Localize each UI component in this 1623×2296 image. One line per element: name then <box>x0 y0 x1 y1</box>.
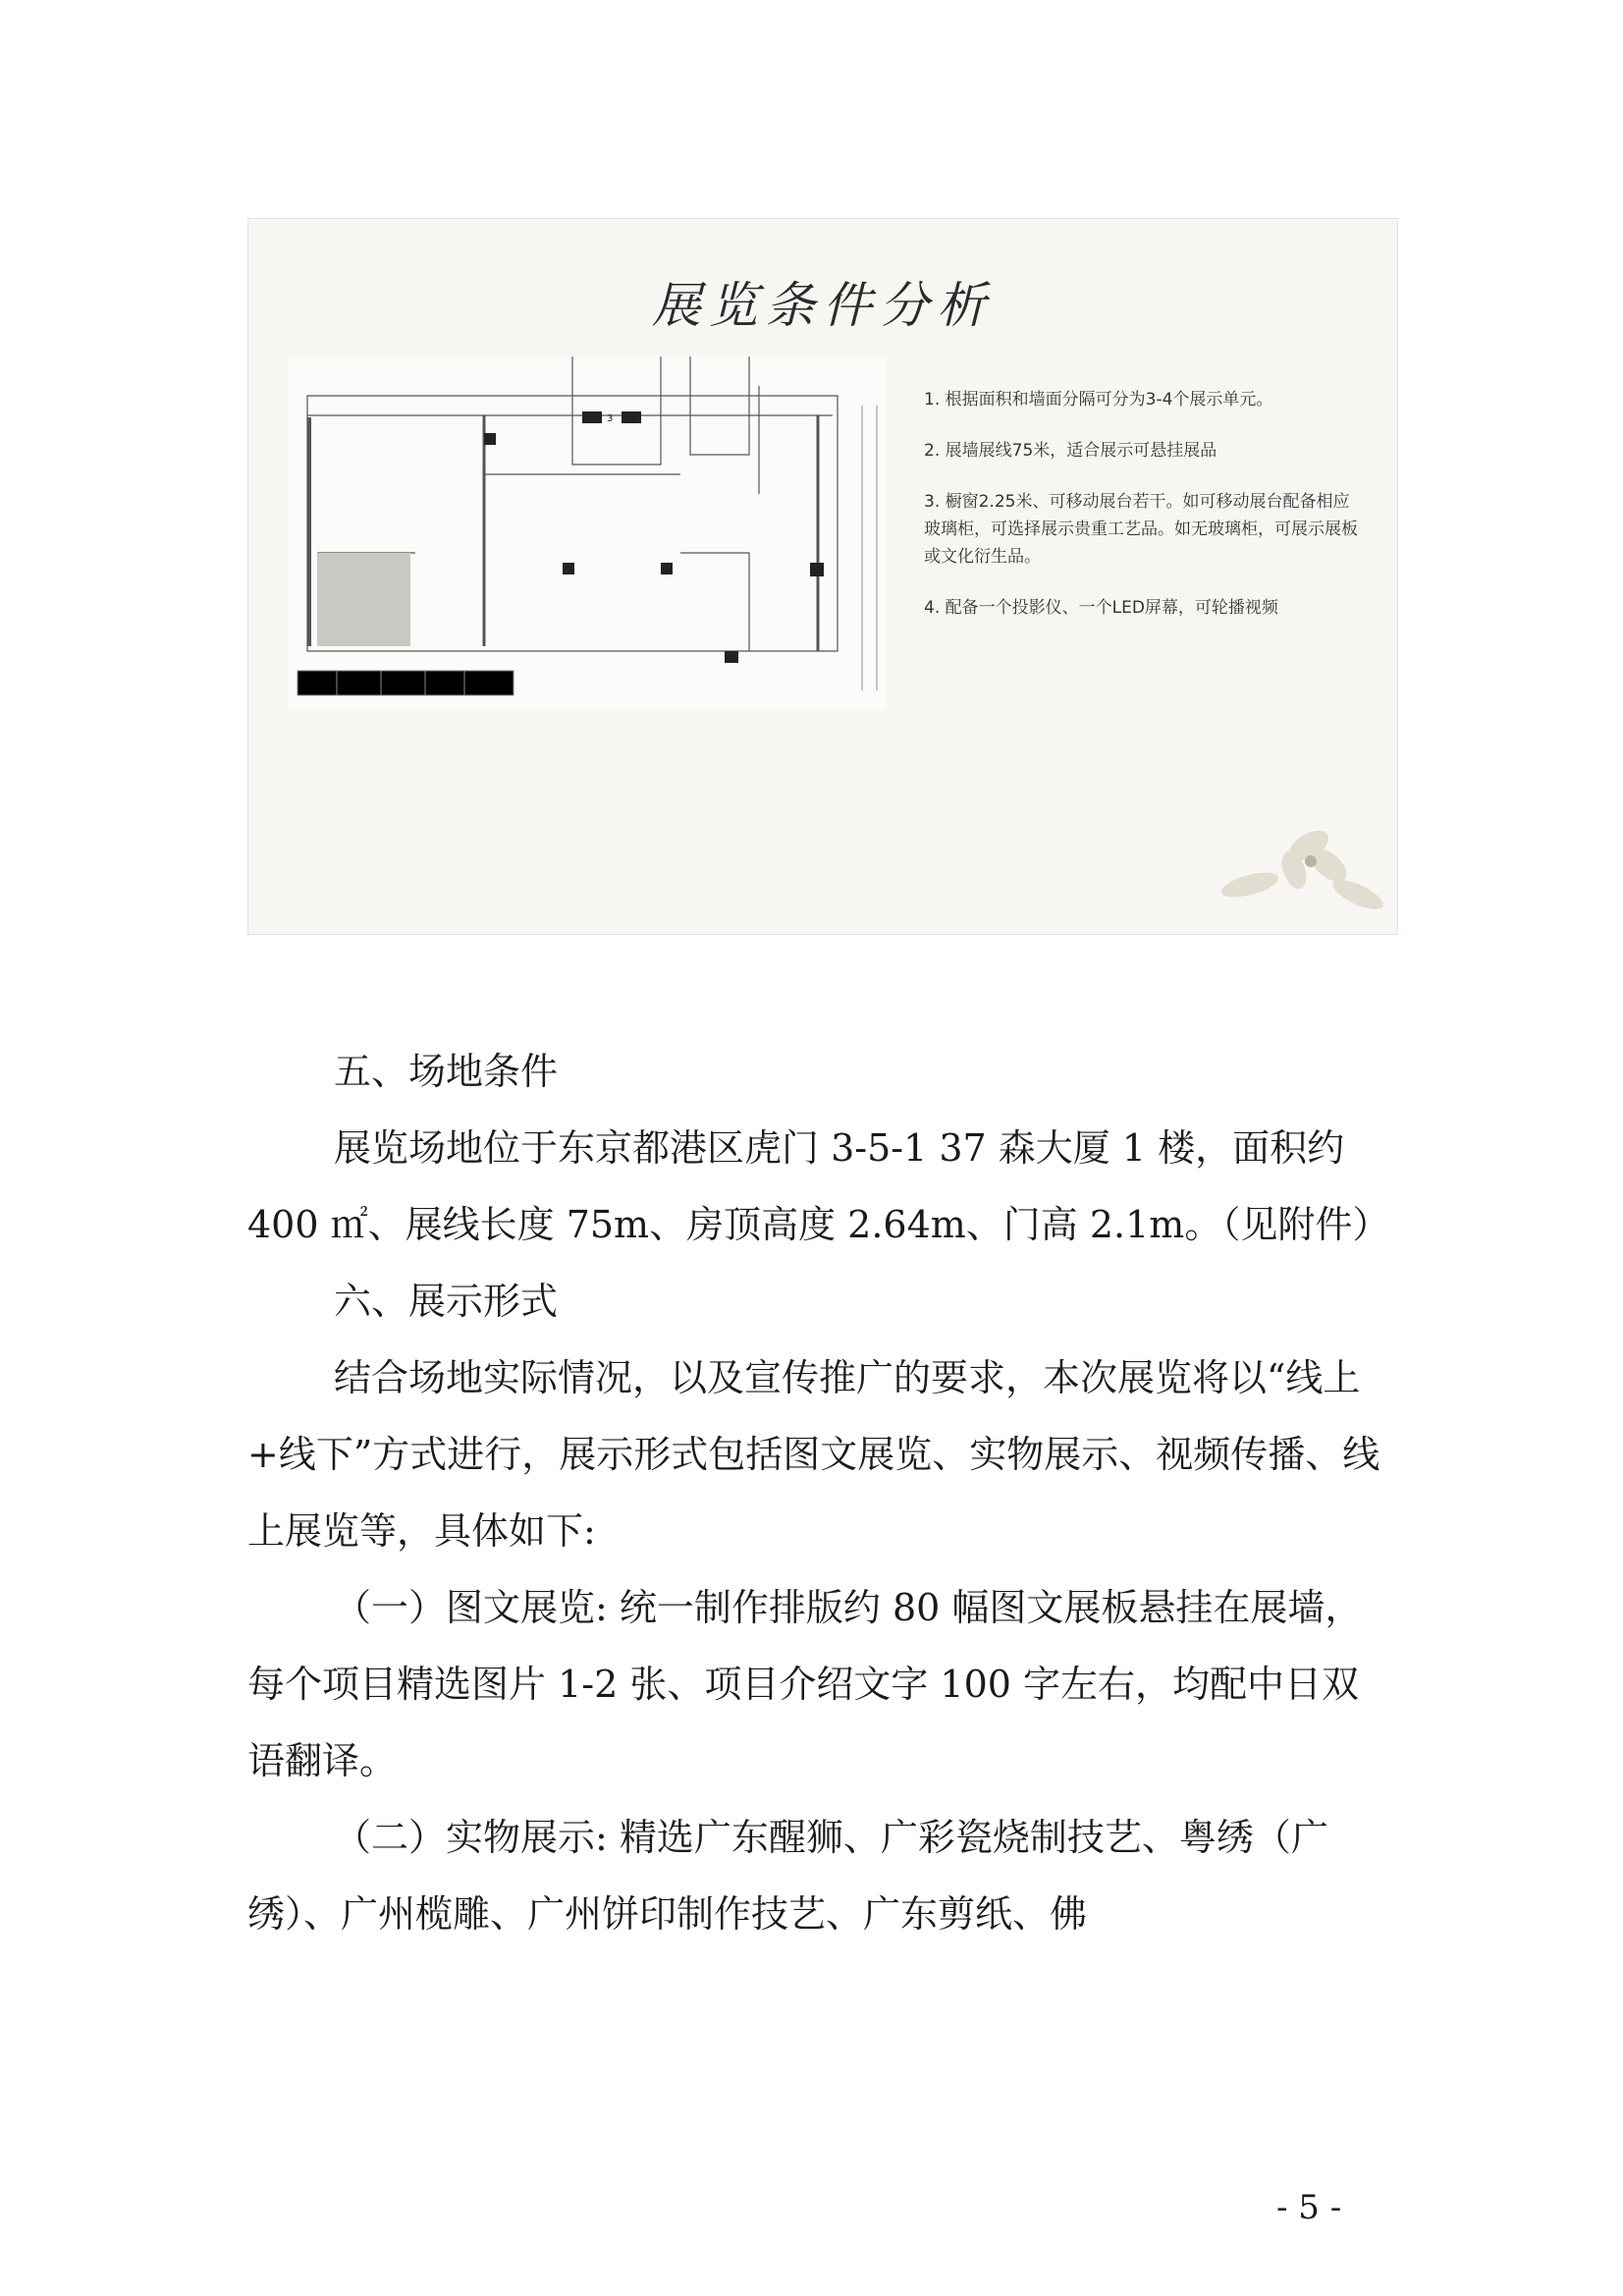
paragraph-venue: 展览场地位于东京都港区虎门 3-5-1 37 森大厦 1 楼，面积约 400 ㎡、展线长度 75m、房顶高度 2.64m、门高 2.1m。（见附件） <box>247 1126 1390 1246</box>
section-heading-5: 五、场地条件 <box>334 1050 559 1093</box>
exhibition-analysis-figure <box>247 218 1398 935</box>
floor-plan <box>288 356 887 710</box>
note-4: 4. 配备一个投影仪、一个LED屏幕，可轮播视频 <box>924 598 1278 618</box>
note-3: 3. 橱窗2.25米、可移动展台若干。如可移动展台配备相应玻璃柜，可选择展示贵重工艺品。如无玻璃柜，可展示展板或文化衍生品。 <box>924 492 1358 567</box>
paragraph-physical-display: （二）实物展示: 精选广东醒狮、广彩瓷烧制技艺、粤绣（广绣）、广州榄雕、广州饼印制作技艺、广东剪纸、佛 <box>247 1816 1328 1936</box>
body-text <box>247 1033 1390 1952</box>
note-1: 1. 根据面积和墙面分隔可分为3-4个展示单元。 <box>924 390 1273 410</box>
paragraph-format-intro: 结合场地实际情况，以及宣传推广的要求，本次展览将以“线上+线下”方式进行，展示形式包括图文展览、实物展示、视频传播、线上展览等，具体如下: <box>247 1356 1380 1553</box>
analysis-notes <box>924 386 1366 645</box>
figure-title: 展览条件分析 <box>652 277 994 334</box>
plan-room-label: 3 <box>607 413 614 424</box>
page-number: - 5 - <box>1276 2188 1342 2227</box>
section-heading-6: 六、展示形式 <box>334 1280 559 1323</box>
paragraph-graphic-exhibition: （一）图文展览: 统一制作排版约 80 幅图文展板悬挂在展墙，每个项目精选图片 1-2 张、项目介绍文字 100 字左右，均配中日双语翻译。 <box>247 1586 1363 1782</box>
flower-decoration <box>1191 757 1387 934</box>
note-2: 2. 展墙展线75米，适合展示可悬挂展品 <box>924 441 1217 461</box>
